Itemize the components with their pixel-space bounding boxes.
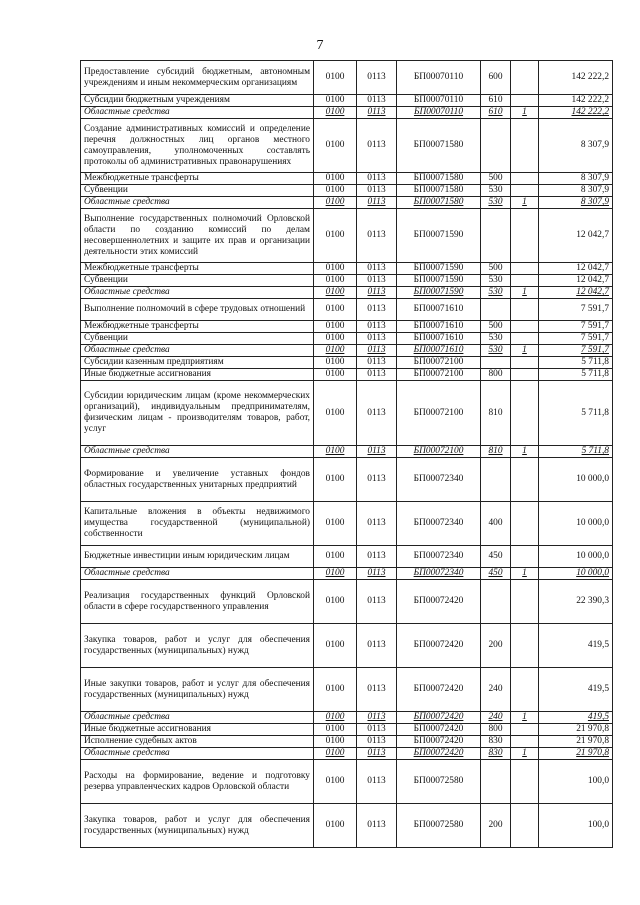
cell-section-code: 0113 (357, 209, 397, 263)
cell-department-code: 0100 (314, 804, 357, 848)
cell-funding-source (511, 185, 539, 197)
cell-amount: 21 970,8 (539, 748, 613, 760)
table-row (81, 546, 613, 568)
cell-target-article: БП00072340 (397, 568, 481, 580)
cell-name: Предоставление субсидий бюджетным, автономным учреждениям и иным некоммерческим организациям (81, 61, 314, 95)
cell-department-code: 0100 (314, 287, 357, 299)
cell-target-article: БП00072100 (397, 446, 481, 458)
table-row (81, 107, 613, 119)
table-row (81, 736, 613, 748)
cell-expense-type: 610 (481, 95, 511, 107)
table-row (81, 568, 613, 580)
cell-target-article: БП00072420 (397, 712, 481, 724)
cell-target-article: БП00071610 (397, 321, 481, 333)
cell-amount: 8 307,9 (539, 185, 613, 197)
cell-funding-source (511, 580, 539, 624)
cell-section-code: 0113 (357, 287, 397, 299)
cell-expense-type: 530 (481, 275, 511, 287)
table-row (81, 502, 613, 546)
cell-amount: 12 042,7 (539, 287, 613, 299)
cell-section-code: 0113 (357, 357, 397, 369)
table-row (81, 173, 613, 185)
cell-amount: 10 000,0 (539, 458, 613, 502)
cell-target-article: БП00072420 (397, 624, 481, 668)
cell-department-code: 0100 (314, 624, 357, 668)
table-row (81, 357, 613, 369)
cell-funding-source (511, 61, 539, 95)
cell-funding-source (511, 668, 539, 712)
cell-section-code: 0113 (357, 502, 397, 546)
cell-amount: 21 970,8 (539, 724, 613, 736)
cell-amount: 7 591,7 (539, 299, 613, 321)
table-row (81, 209, 613, 263)
table-row (81, 458, 613, 502)
cell-amount: 100,0 (539, 760, 613, 804)
cell-expense-type (481, 357, 511, 369)
cell-name: Межбюджетные трансферты (81, 173, 314, 185)
cell-department-code: 0100 (314, 185, 357, 197)
cell-target-article: БП00072420 (397, 748, 481, 760)
table-row (81, 381, 613, 446)
cell-department-code: 0100 (314, 209, 357, 263)
cell-department-code: 0100 (314, 107, 357, 119)
cell-section-code: 0113 (357, 321, 397, 333)
cell-name: Реализация государственных функций Орловской области в сфере государственного управления (81, 580, 314, 624)
cell-amount: 419,5 (539, 712, 613, 724)
cell-name: Межбюджетные трансферты (81, 263, 314, 275)
cell-amount: 8 307,9 (539, 197, 613, 209)
cell-section-code: 0113 (357, 580, 397, 624)
table-row (81, 668, 613, 712)
table-row (81, 275, 613, 287)
cell-funding-source (511, 299, 539, 321)
cell-funding-source: 1 (511, 446, 539, 458)
cell-funding-source (511, 321, 539, 333)
cell-funding-source: 1 (511, 197, 539, 209)
cell-name: Областные средства (81, 107, 314, 119)
table-row (81, 299, 613, 321)
cell-expense-type: 240 (481, 712, 511, 724)
cell-expense-type: 200 (481, 804, 511, 848)
cell-name: Создание административных комиссий и определение перечня должностных лиц органов местного самоуправления, уполномоченных составлять протоколы об административных правонарушениях (81, 119, 314, 173)
cell-amount: 7 591,7 (539, 345, 613, 357)
cell-target-article: БП00071590 (397, 275, 481, 287)
cell-name: Закупка товаров, работ и услуг для обеспечения государственных (муниципальных) нужд (81, 624, 314, 668)
cell-name: Областные средства (81, 748, 314, 760)
cell-department-code: 0100 (314, 446, 357, 458)
cell-section-code: 0113 (357, 381, 397, 446)
cell-amount: 100,0 (539, 804, 613, 848)
cell-name: Закупка товаров, работ и услуг для обеспечения государственных (муниципальных) нужд (81, 804, 314, 848)
cell-department-code: 0100 (314, 668, 357, 712)
cell-section-code: 0113 (357, 760, 397, 804)
cell-funding-source: 1 (511, 107, 539, 119)
cell-department-code: 0100 (314, 345, 357, 357)
cell-funding-source (511, 369, 539, 381)
cell-department-code: 0100 (314, 119, 357, 173)
cell-section-code: 0113 (357, 107, 397, 119)
cell-department-code: 0100 (314, 712, 357, 724)
cell-amount: 12 042,7 (539, 275, 613, 287)
table-row (81, 724, 613, 736)
cell-amount: 142 222,2 (539, 107, 613, 119)
cell-department-code: 0100 (314, 760, 357, 804)
cell-funding-source: 1 (511, 748, 539, 760)
cell-target-article: БП00070110 (397, 61, 481, 95)
cell-name: Иные закупки товаров, работ и услуг для обеспечения государственных (муниципальных) нужд (81, 668, 314, 712)
cell-section-code: 0113 (357, 546, 397, 568)
table-row (81, 580, 613, 624)
budget-table-body (81, 61, 613, 848)
cell-target-article: БП00071580 (397, 173, 481, 185)
cell-target-article: БП00071580 (397, 197, 481, 209)
cell-section-code: 0113 (357, 712, 397, 724)
cell-section-code: 0113 (357, 263, 397, 275)
cell-section-code: 0113 (357, 95, 397, 107)
cell-funding-source (511, 95, 539, 107)
cell-section-code: 0113 (357, 345, 397, 357)
cell-section-code: 0113 (357, 197, 397, 209)
cell-amount: 10 000,0 (539, 546, 613, 568)
cell-target-article: БП00072580 (397, 804, 481, 848)
cell-department-code: 0100 (314, 502, 357, 546)
cell-funding-source (511, 804, 539, 848)
cell-expense-type: 530 (481, 333, 511, 345)
cell-expense-type: 800 (481, 724, 511, 736)
cell-expense-type: 600 (481, 61, 511, 95)
cell-name: Капитальные вложения в объекты недвижимого имущества государственной (муниципальной) собственности (81, 502, 314, 546)
cell-department-code: 0100 (314, 357, 357, 369)
cell-name: Иные бюджетные ассигнования (81, 369, 314, 381)
cell-name: Иные бюджетные ассигнования (81, 724, 314, 736)
cell-amount: 7 591,7 (539, 321, 613, 333)
cell-funding-source (511, 357, 539, 369)
cell-target-article: БП00072420 (397, 724, 481, 736)
cell-department-code: 0100 (314, 263, 357, 275)
cell-section-code: 0113 (357, 173, 397, 185)
budget-table (80, 60, 613, 848)
cell-expense-type: 530 (481, 287, 511, 299)
cell-target-article: БП00071610 (397, 345, 481, 357)
cell-funding-source (511, 736, 539, 748)
cell-department-code: 0100 (314, 748, 357, 760)
cell-name: Субвенции (81, 333, 314, 345)
cell-expense-type: 810 (481, 446, 511, 458)
cell-amount: 12 042,7 (539, 263, 613, 275)
cell-amount: 5 711,8 (539, 369, 613, 381)
cell-expense-type: 830 (481, 748, 511, 760)
cell-section-code: 0113 (357, 369, 397, 381)
cell-expense-type: 530 (481, 345, 511, 357)
cell-funding-source (511, 760, 539, 804)
cell-name: Межбюджетные трансферты (81, 321, 314, 333)
cell-name: Областные средства (81, 712, 314, 724)
cell-name: Субсидии юридическим лицам (кроме некоммерческих организаций), индивидуальным предпринимателям, физическим лицам - производителям товаров, работ, услуг (81, 381, 314, 446)
cell-target-article: БП00072100 (397, 381, 481, 446)
cell-funding-source (511, 275, 539, 287)
cell-section-code: 0113 (357, 748, 397, 760)
cell-expense-type (481, 119, 511, 173)
cell-funding-source: 1 (511, 287, 539, 299)
cell-expense-type (481, 760, 511, 804)
cell-target-article: БП00072100 (397, 369, 481, 381)
cell-funding-source (511, 381, 539, 446)
cell-name: Выполнение государственных полномочий Орловской области по созданию комиссий по делам несовершеннолетних и защите их прав и организации деятельности этих комиссий (81, 209, 314, 263)
cell-target-article: БП00072100 (397, 357, 481, 369)
table-row (81, 446, 613, 458)
cell-department-code: 0100 (314, 724, 357, 736)
cell-section-code: 0113 (357, 568, 397, 580)
cell-expense-type: 830 (481, 736, 511, 748)
cell-target-article: БП00070110 (397, 95, 481, 107)
table-row (81, 345, 613, 357)
cell-department-code: 0100 (314, 299, 357, 321)
cell-funding-source (511, 263, 539, 275)
cell-expense-type: 530 (481, 197, 511, 209)
cell-department-code: 0100 (314, 568, 357, 580)
cell-name: Выполнение полномочий в сфере трудовых отношений (81, 299, 314, 321)
cell-name: Расходы на формирование, ведение и подготовку резерва управленческих кадров Орловской области (81, 760, 314, 804)
cell-funding-source (511, 119, 539, 173)
cell-funding-source (511, 502, 539, 546)
page-number: 7 (316, 38, 324, 53)
cell-target-article: БП00072420 (397, 668, 481, 712)
cell-section-code: 0113 (357, 119, 397, 173)
cell-expense-type: 240 (481, 668, 511, 712)
cell-department-code: 0100 (314, 369, 357, 381)
cell-amount: 5 711,8 (539, 446, 613, 458)
cell-funding-source (511, 458, 539, 502)
cell-target-article: БП00071590 (397, 209, 481, 263)
cell-department-code: 0100 (314, 580, 357, 624)
cell-expense-type: 500 (481, 321, 511, 333)
cell-section-code: 0113 (357, 275, 397, 287)
cell-section-code: 0113 (357, 724, 397, 736)
cell-name: Субвенции (81, 275, 314, 287)
cell-target-article: БП00071580 (397, 185, 481, 197)
cell-department-code: 0100 (314, 197, 357, 209)
cell-expense-type (481, 299, 511, 321)
cell-section-code: 0113 (357, 736, 397, 748)
cell-target-article: БП00072340 (397, 546, 481, 568)
cell-amount: 12 042,7 (539, 209, 613, 263)
cell-expense-type: 500 (481, 263, 511, 275)
cell-amount: 142 222,2 (539, 61, 613, 95)
cell-section-code: 0113 (357, 458, 397, 502)
table-row (81, 712, 613, 724)
cell-department-code: 0100 (314, 458, 357, 502)
cell-name: Областные средства (81, 287, 314, 299)
cell-name: Субвенции (81, 185, 314, 197)
table-row (81, 760, 613, 804)
cell-amount: 419,5 (539, 668, 613, 712)
cell-amount: 21 970,8 (539, 736, 613, 748)
cell-funding-source (511, 209, 539, 263)
cell-expense-type: 810 (481, 381, 511, 446)
cell-department-code: 0100 (314, 333, 357, 345)
cell-expense-type: 450 (481, 568, 511, 580)
table-row (81, 119, 613, 173)
cell-expense-type: 450 (481, 546, 511, 568)
cell-name: Субсидии казенным предприятиям (81, 357, 314, 369)
cell-department-code: 0100 (314, 546, 357, 568)
cell-name: Областные средства (81, 197, 314, 209)
cell-funding-source (511, 333, 539, 345)
cell-name: Бюджетные инвестиции иным юридическим лицам (81, 546, 314, 568)
cell-department-code: 0100 (314, 95, 357, 107)
cell-expense-type: 200 (481, 624, 511, 668)
table-row (81, 624, 613, 668)
cell-department-code: 0100 (314, 321, 357, 333)
cell-target-article: БП00071610 (397, 333, 481, 345)
cell-target-article: БП00072340 (397, 458, 481, 502)
cell-amount: 7 591,7 (539, 333, 613, 345)
cell-expense-type (481, 458, 511, 502)
cell-amount: 8 307,9 (539, 173, 613, 185)
cell-expense-type (481, 580, 511, 624)
cell-expense-type: 500 (481, 173, 511, 185)
cell-expense-type: 800 (481, 369, 511, 381)
cell-target-article: БП00072420 (397, 580, 481, 624)
table-row (81, 263, 613, 275)
table-row (81, 95, 613, 107)
cell-name: Субсидии бюджетным учреждениям (81, 95, 314, 107)
cell-name: Областные средства (81, 446, 314, 458)
cell-name: Областные средства (81, 345, 314, 357)
cell-funding-source: 1 (511, 568, 539, 580)
cell-target-article: БП00071580 (397, 119, 481, 173)
cell-target-article: БП00071590 (397, 287, 481, 299)
cell-department-code: 0100 (314, 61, 357, 95)
cell-department-code: 0100 (314, 173, 357, 185)
cell-name: Исполнение судебных актов (81, 736, 314, 748)
cell-section-code: 0113 (357, 185, 397, 197)
cell-section-code: 0113 (357, 299, 397, 321)
cell-target-article: БП00072580 (397, 760, 481, 804)
table-row (81, 804, 613, 848)
table-row (81, 369, 613, 381)
cell-amount: 10 000,0 (539, 502, 613, 546)
cell-department-code: 0100 (314, 275, 357, 287)
cell-amount: 8 307,9 (539, 119, 613, 173)
cell-expense-type: 610 (481, 107, 511, 119)
cell-amount: 5 711,8 (539, 381, 613, 446)
cell-funding-source: 1 (511, 345, 539, 357)
table-row (81, 748, 613, 760)
cell-section-code: 0113 (357, 446, 397, 458)
cell-funding-source (511, 546, 539, 568)
cell-target-article: БП00072340 (397, 502, 481, 546)
table-row (81, 321, 613, 333)
table-row (81, 61, 613, 95)
cell-section-code: 0113 (357, 624, 397, 668)
cell-amount: 22 390,3 (539, 580, 613, 624)
cell-target-article: БП00070110 (397, 107, 481, 119)
cell-target-article: БП00071590 (397, 263, 481, 275)
cell-section-code: 0113 (357, 61, 397, 95)
cell-target-article: БП00071610 (397, 299, 481, 321)
table-row (81, 287, 613, 299)
table-row (81, 197, 613, 209)
table-row (81, 185, 613, 197)
cell-funding-source: 1 (511, 712, 539, 724)
cell-target-article: БП00072420 (397, 736, 481, 748)
table-row (81, 333, 613, 345)
cell-amount: 142 222,2 (539, 95, 613, 107)
cell-department-code: 0100 (314, 736, 357, 748)
cell-funding-source (511, 173, 539, 185)
cell-section-code: 0113 (357, 804, 397, 848)
cell-amount: 10 000,0 (539, 568, 613, 580)
cell-expense-type (481, 209, 511, 263)
cell-name: Формирование и увеличение уставных фондов областных государственных унитарных предприятий (81, 458, 314, 502)
cell-amount: 5 711,8 (539, 357, 613, 369)
cell-section-code: 0113 (357, 668, 397, 712)
cell-section-code: 0113 (357, 333, 397, 345)
cell-amount: 419,5 (539, 624, 613, 668)
cell-funding-source (511, 624, 539, 668)
cell-expense-type: 530 (481, 185, 511, 197)
cell-expense-type: 400 (481, 502, 511, 546)
cell-name: Областные средства (81, 568, 314, 580)
cell-department-code: 0100 (314, 381, 357, 446)
cell-funding-source (511, 724, 539, 736)
